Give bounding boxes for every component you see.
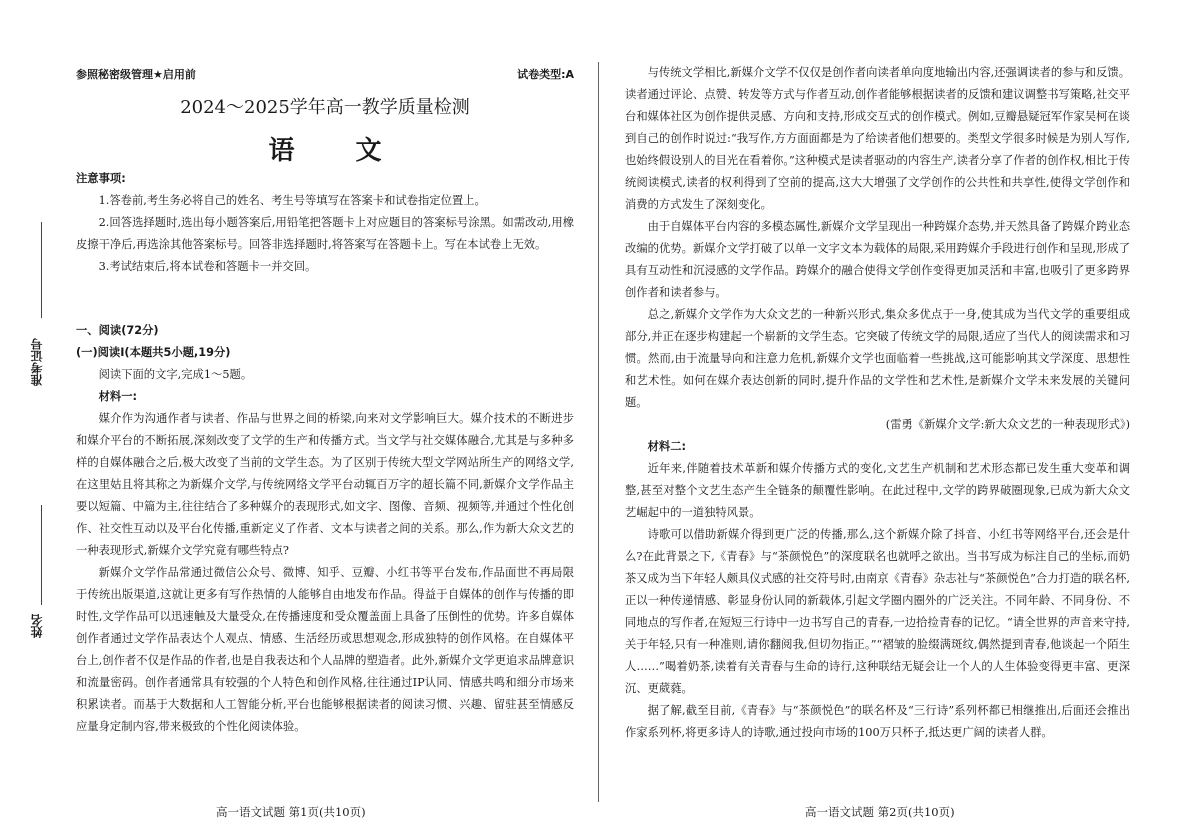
notice-block (76, 168, 574, 278)
paper-type-label: 试卷类型:A (517, 68, 574, 81)
material2-label: 材料二: (647, 440, 687, 453)
paragraph: 总之,新媒介文学作为大众文艺的一种新兴形式,集众多优点于一身,使其成为当代文学的重要组成部分,并正在逐步构建起一个崭新的文学生态。它突破了传统文学的局限,适应了当代人的阅读需求和习惯。然而,由于流量导向和注意力危机,新媒介文学也面临着一些挑战,这可能影响其文学深度、思想性和艺术性。如何在媒介表达创新的同时,提升作品的文学性和艺术性,是新媒介文学未来发展的关键问题。 (625, 308, 1130, 409)
exam-id-line (41, 222, 42, 318)
material1-label: 材料一: (98, 390, 138, 403)
reading-section (76, 320, 574, 738)
page-footer: 高一语文试题 第2页(共10页) (805, 805, 955, 819)
secrecy-label: 参照秘密级管理★启用前 (76, 68, 196, 81)
name-label: 姓名 (30, 614, 44, 638)
instruction-text: 阅读下面的文字,完成1～5题。 (98, 368, 253, 381)
source-citation: (雷勇《新媒介文学:新大众文艺的一种表现形式》) (885, 418, 1130, 431)
paragraph: 媒介作为沟通作者与读者、作品与世界之间的桥梁,向来对文学影响巨大。媒介技术的不断进步和媒介平台的不断拓展,深刻改变了文学的生产和传播方式。当文学与社交媒体融合,尤其是与多种多样的自媒体融合之后,极大改变了当前的文学生态。为了区别于传统大型文学网站所生产的网络文学,在这里姑且将其称之为新媒介文学,与传统网络文学平台动辄百万字的超长篇不同,新媒介文学作品主要以短篇、中篇为主,往往结合了多种媒介的表现形式,如文字、图像、音频、视频等,并通过个性化创作、社交性互动以及平台化传播,重新定义了作者、文本与读者之间的关系。那么,作为新大众文艺的一种表现形式,新媒介文学究竟有哪些特点? (76, 412, 574, 557)
section-heading: 一、阅读(72分) (76, 324, 159, 337)
paragraph: 与传统文学相比,新媒介文学不仅仅是创作者向读者单向度地输出内容,还强调读者的参与和反馈。读者通过评论、点赞、转发等方式与作者互动,创作者能够根据读者的反馈和建议调整书写策略,社交平台和媒体社区为创作提供灵感、方向和支持,形成交互式的创作模式。例如,豆瓣悬疑冠军作家吴柯在谈到自己的创作时说过:“我写作,方方面面都是为了给读者他们想要的。类型文学很多时候是为别人写作,也始终假设别人的目光在看着你。”这种模式是读者驱动的内容生产,读者分享了作者的创作权,相比于传统阅读模式,读者的权利得到了空前的提高,这大大增强了文学创作的公共性和共享性,使得文学创作和消费的方式发生了深刻变化。 (625, 66, 1130, 211)
page-divider (598, 62, 599, 802)
notice-heading: 注意事项: (76, 172, 126, 185)
paragraph: 近年来,伴随着技术革新和媒介传播方式的变化,文艺生产机制和艺术形态都已发生重大变革和调整,甚至对整个文艺生态产生全链条的颠覆性影响。在此过程中,文学的跨界破圈现象,已成为新大众文艺崛起中的一道独特风景。 (625, 462, 1130, 519)
notice-item: 2.回答选择题时,选出每小题答案后,用铅笔把答题卡上对应题目的答案标号涂黑。如需改动,用橡皮擦干净后,再选涂其他答案标号。回答非选择题时,将答案写在答题卡上。写在本试卷上无效。 (76, 216, 574, 251)
paragraph: 由于自媒体平台内容的多模态属性,新媒介文学呈现出一种跨媒介态势,并天然具备了跨媒介跨业态改编的优势。新媒介文学打破了以单一文字文本为载体的局限,采用跨媒介手段进行创作和呈现,形成了具有互动性和沉浸感的文学作品。跨媒介的融合使得文学创作变得更加灵活和丰富,也吸引了更多跨界创作者和读者参与。 (625, 220, 1130, 299)
material1-continued (625, 62, 1130, 744)
exam-id-label: 准考证号 (30, 338, 44, 386)
binding-margin (0, 0, 60, 835)
subject-title: 语 文 (268, 136, 408, 166)
paragraph: 据了解,截至目前,《青春》与“茶颜悦色”的联名杯及“三行诗”系列杯都已相继推出,后面还会推出作家系列杯,将更多诗人的诗歌,通过投向市场的100万只杯子,抵达更广阔的读者人群。 (625, 704, 1130, 739)
notice-item: 3.考试结束后,将本试卷和答题卡一并交回。 (98, 260, 317, 273)
name-line (41, 505, 42, 605)
page-footer: 高一语文试题 第1页(共10页) (216, 805, 366, 819)
paragraph: 新媒介文学作品常通过微信公众号、微博、知乎、豆瓣、小红书等平台发布,作品面世不再局限于传统出版渠道,这就让更多有写作热情的人能够自由地发布作品。得益于自媒体的创作与传播的即时性,文学作品可以迅速触及大量受众,在传播速度和受众覆盖面上具备了压倒性的优势。许多自媒体创作者通过文学作品表达个人观点、情感、生活经历或思想观念,形成独特的创作风格。在自媒体平台上,创作者不仅是作品的作者,也是自我表达和个人品牌的塑造者。此外,新媒介文学更追求品牌意识和流量密码。创作者通常具有较强的个人特色和创作风格,往往通过IP认同、情感共鸣和细分市场来积累读者。而基于大数据和人工智能分析,平台也能够根据读者的阅读习惯、兴趣、留驻甚至情感反应量身定制内容,带来极致的个性化阅读体验。 (76, 566, 574, 733)
paragraph: 诗歌可以借助新媒介得到更广泛的传播,那么,这个新媒介除了抖音、小红书等网络平台,还会是什么?在此背景之下,《青春》与“茶颜悦色”的深度联名也就呼之欲出。当书写成为标注自己的坐标,而奶茶又成为当下年轻人颇具仪式感的社交符号时,由南京《青春》杂志社与“茶颜悦色”合力打造的联名杯,正以一种传递情感、彰显身份认同的新载体,引起文学圈内圈外的广泛关注。不同年龄、不同身份、不同地点的写作者,在短短三行诗中一边书写自己的青春,一边拾捡青春的记忆。“请全世界的声音来守持,关于年轻,只有一种准则,请你翻阅我,但切勿指正。”“褶皱的脸缀满斑纹,偶然提到青春,他谈起一个陌生人……”喝着奶茶,读着有关青春与生命的诗行,这种联结无疑会让一个人的人生体验变得更丰富、更深沉、更葳蕤。 (625, 528, 1130, 695)
exam-title: 2024～2025学年高一教学质量检测 (180, 97, 470, 118)
subsection-heading: (一)阅读Ⅰ(本题共5小题,19分) (76, 346, 231, 359)
notice-item: 1.答卷前,考生务必将自己的姓名、考生号等填写在答案卡和试卷指定位置上。 (98, 194, 486, 207)
